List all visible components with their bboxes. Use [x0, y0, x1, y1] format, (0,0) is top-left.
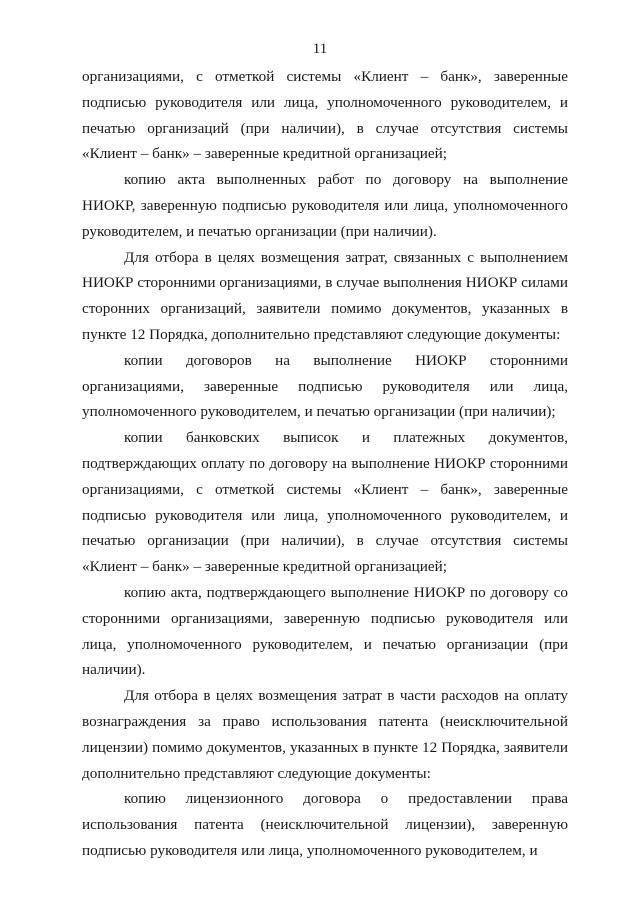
paragraph-bank-statements: копии банковских выписок и платежных документов, подтверждающих оплату по договору на выполнение НИОКР сторонними организациями, с отметкой системы «Клиент – банк», заверенные подписью руководителя или лица, уполномоченного руководителем, и печатью организации (при наличии), в случае отсутствия системы «Клиент – банк» – заверенные кредитной организацией; — [82, 429, 568, 576]
document-body — [82, 64, 568, 864]
paragraph-payment-documents-end: организациями, с отметкой системы «Клиент – банк», заверенные подписью руководителя или лица, уполномоченного руководителем, и печатью организаций (при наличии), в случае отсутствия системы «Клиент – банк» – заверенные кредитной организацией; — [82, 68, 568, 163]
paragraph-work-act-copy: копию акта выполненных работ по договору на выполнение НИОКР, заверенную подписью руководителя или лица, уполномоченного руководителем, и печатью организации (при наличии). — [82, 171, 568, 240]
paragraph-patent-license-intro: Для отбора в целях возмещения затрат в части расходов на оплату вознаграждения за право использования патента (неисключительной лицензии) помимо документов, указанных в пункте 12 Порядка, заявители дополнительно представляют следующие документы: — [82, 687, 568, 782]
page-number: 11 — [312, 41, 328, 57]
paragraph-contract-copies: копии договоров на выполнение НИОКР сторонними организациями, заверенные подписью руководителя или лица, уполномоченного руководителем, и печатью организации (при наличии); — [82, 351, 568, 421]
paragraph-third-party-act-copy: копию акта, подтверждающего выполнение НИОКР по договору со сторонними организациями, заверенную подписью руководителя или лица, уполномоченного руководителем, и печатью организации (при наличии). — [82, 583, 568, 679]
paragraph-third-party-niokr-intro: Для отбора в целях возмещения затрат, связанных с выполнением НИОКР сторонними организациями, в случае выполнения НИОКР силами сторонних организаций, заявители помимо документов, указанных в пункте 12 Порядка, дополнительно представляют следующие документы: — [82, 248, 568, 343]
paragraph-license-agreement-copy: копию лицензионного договора о предоставлении права использования патента (неисключительной лицензии), заверенную подписью руководителя или лица, уполномоченного руководителем, и — [82, 790, 568, 859]
